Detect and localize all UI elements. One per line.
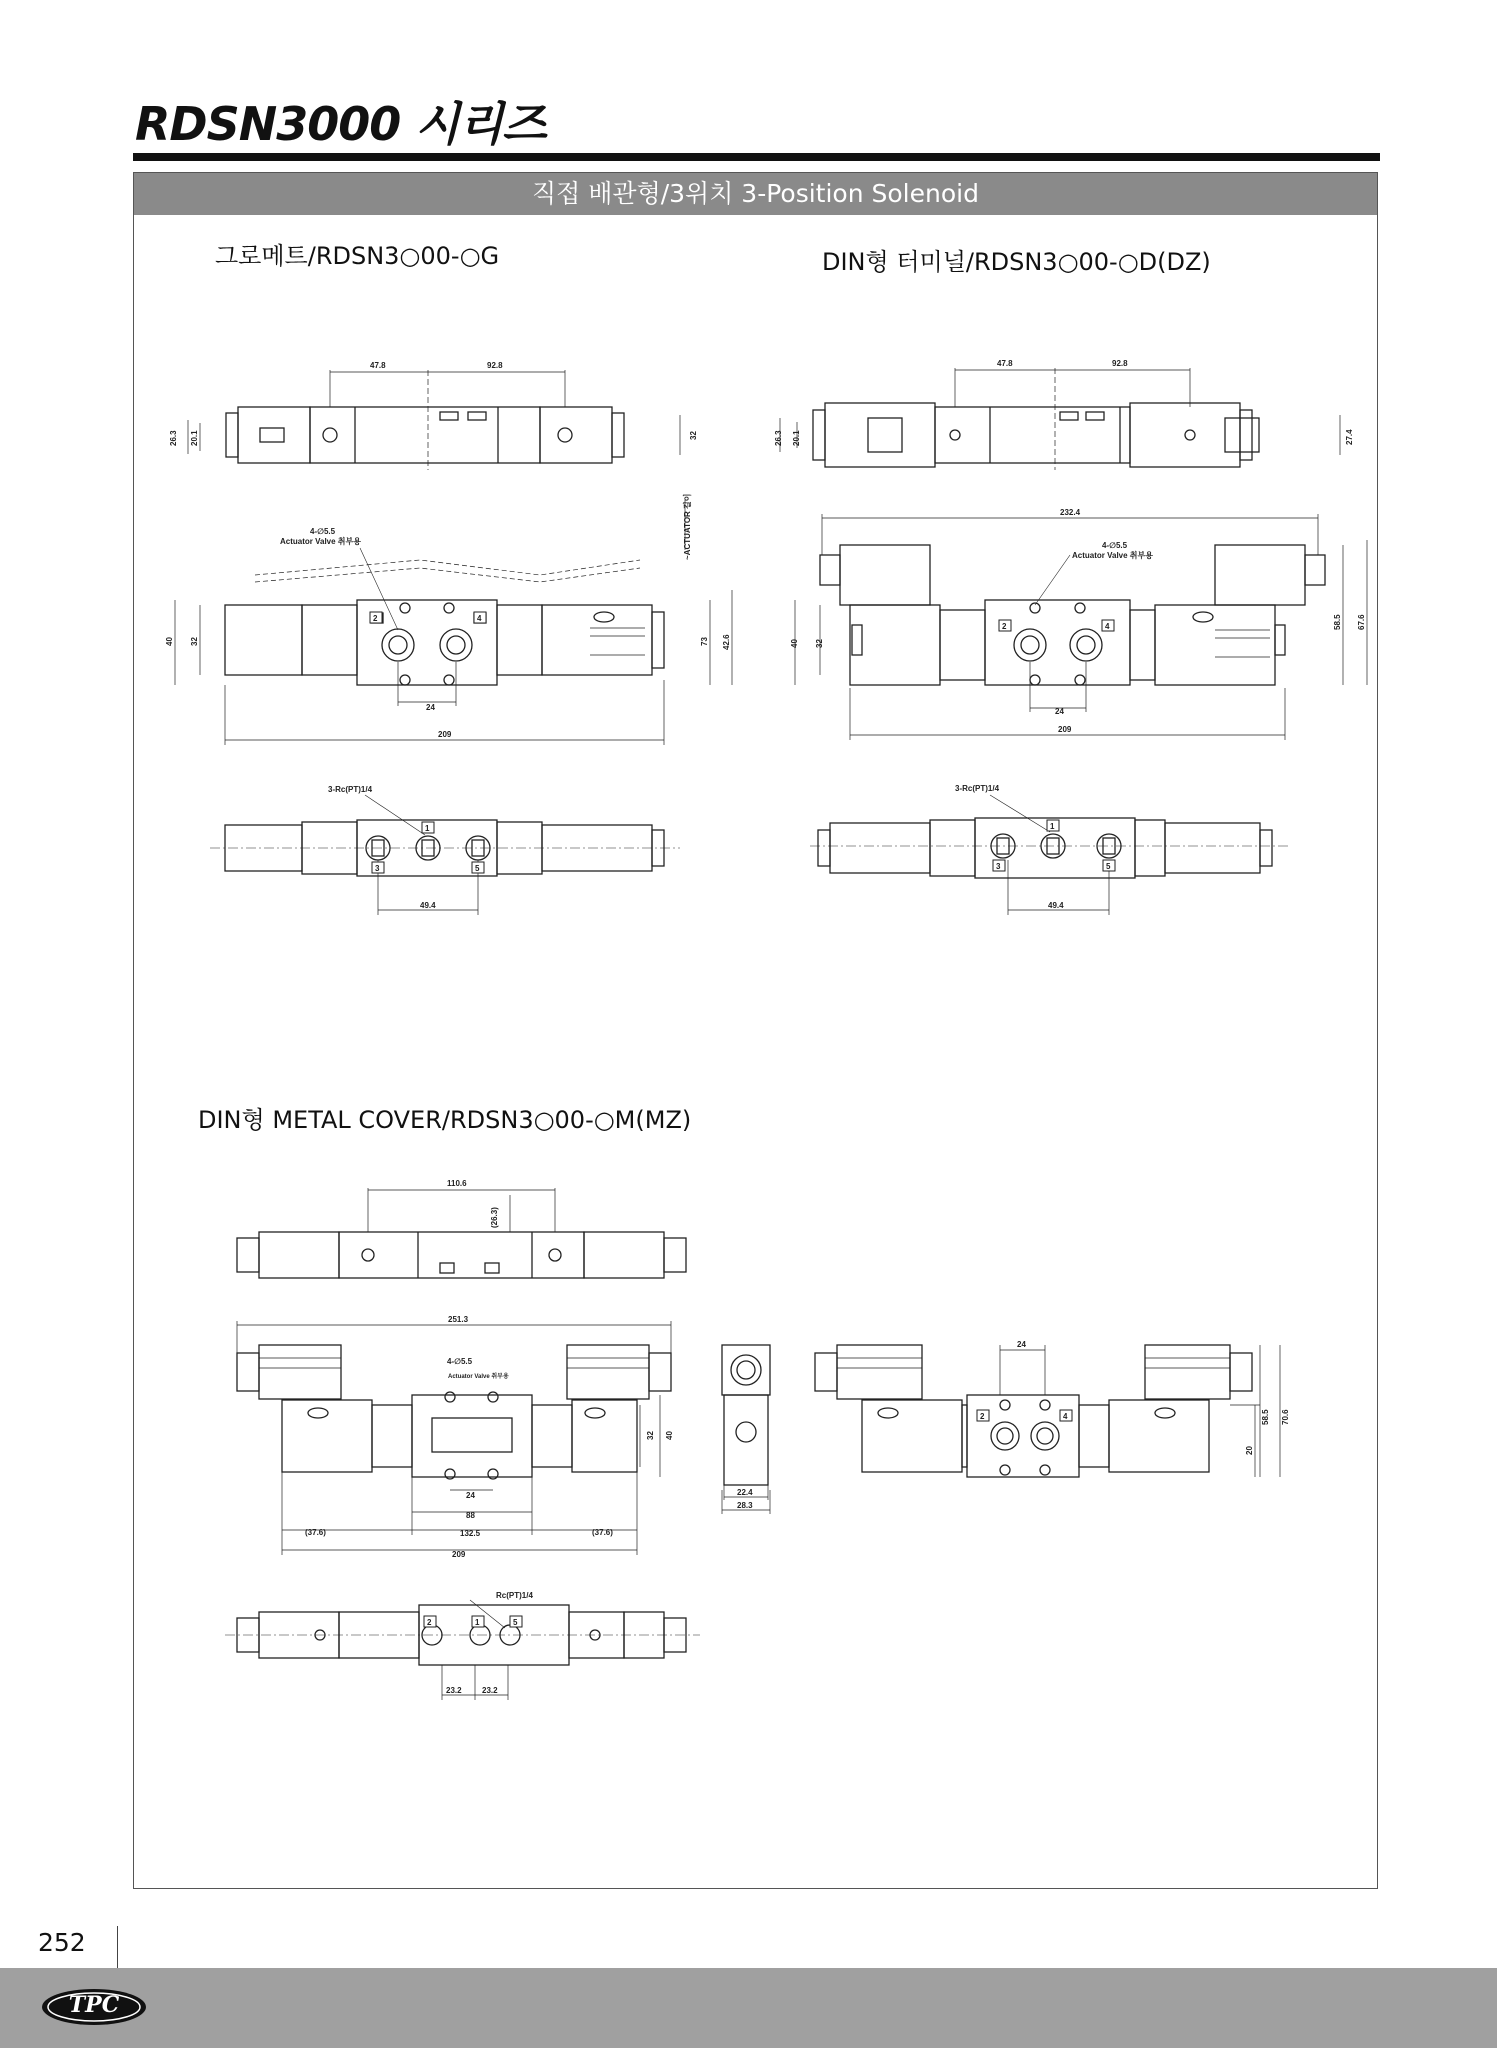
dim-m-front-side-l: (37.6) bbox=[305, 1528, 326, 1537]
note-g-bot-port: 3-Rc(PT)1/4 bbox=[328, 785, 373, 794]
dim-d-bot-w: 49.4 bbox=[1048, 901, 1064, 910]
d-port-label-5: 5 bbox=[1106, 862, 1111, 871]
port-label-5: 5 bbox=[475, 864, 480, 873]
dim-m-front-h2: 40 bbox=[665, 1431, 674, 1440]
note-d-front-1: 4-∅5.5 bbox=[1102, 541, 1128, 550]
heading-grommet: 그로메트/RDSN3○00-○G bbox=[215, 242, 500, 270]
dim-g-front-h4: 42.6 bbox=[722, 634, 731, 650]
note-m-front-2: Actuator Valve 취부용 bbox=[448, 1374, 509, 1380]
dim-m-top-b: (26.3) bbox=[490, 1207, 499, 1228]
heading-metal-cover: DIN형 METAL COVER/RDSN3○00-○M(MZ) bbox=[198, 1106, 692, 1134]
dim-m-side-w2: 28.3 bbox=[737, 1501, 753, 1510]
metal-back-view bbox=[815, 1340, 1290, 1477]
note-m-bot-port: Rc(PT)1/4 bbox=[496, 1591, 533, 1600]
dim-m-side-w1: 22.4 bbox=[737, 1488, 753, 1497]
din-front-view bbox=[790, 508, 1367, 740]
page-title: RDSN3000 시리즈 bbox=[135, 97, 546, 151]
m-bot-port-1: 1 bbox=[475, 1618, 480, 1627]
m-back-port-2: 2 bbox=[980, 1412, 985, 1421]
dim-d-front-w: 232.4 bbox=[1060, 508, 1081, 517]
dim-m-front-total: 209 bbox=[452, 1550, 466, 1559]
dim-m-back-h1: 20 bbox=[1245, 1446, 1254, 1455]
port-label-3: 3 bbox=[375, 864, 380, 873]
d-port-label-1: 1 bbox=[1050, 822, 1055, 831]
dim-m-front-mid: 132.5 bbox=[460, 1529, 481, 1538]
dim-m-bot-w2: 23.2 bbox=[482, 1686, 498, 1695]
dim-g-front-h1: 40 bbox=[165, 637, 174, 646]
d-port-label-4: 4 bbox=[1105, 622, 1110, 631]
dim-d-front-h1: 40 bbox=[790, 639, 799, 648]
note-m-front-1: 4-∅5.5 bbox=[447, 1357, 473, 1366]
dim-g-top-h1: 26.3 bbox=[169, 430, 178, 446]
m-back-port-4: 4 bbox=[1063, 1412, 1068, 1421]
page-number: 252 bbox=[38, 1928, 86, 1957]
port-label-4: 4 bbox=[477, 614, 482, 623]
section-banner: 직접 배관형/3위치 3-Position Solenoid bbox=[134, 173, 1377, 215]
dim-g-bot-w: 49.4 bbox=[420, 901, 436, 910]
note-g-front-2: Actuator Valve 취부용 bbox=[280, 537, 361, 546]
dim-m-front-port: 24 bbox=[466, 1491, 475, 1500]
note-g-front-3: ~ACTUATOR 길이 bbox=[683, 493, 692, 560]
heading-din-terminal: DIN형 터미널/RDSN3○00-○D(DZ) bbox=[822, 248, 1211, 276]
dim-g-top-h2: 20.1 bbox=[190, 430, 199, 446]
m-bot-port-2: 2 bbox=[427, 1618, 432, 1627]
dim-m-front-w2: 88 bbox=[466, 1511, 475, 1520]
dim-m-front-h1: 32 bbox=[646, 1431, 655, 1440]
dim-g-top-a: 47.8 bbox=[370, 361, 386, 370]
dim-g-top-b: 92.8 bbox=[487, 361, 503, 370]
dim-g-front-h2: 32 bbox=[190, 637, 199, 646]
note-g-front-1: 4-∅5.5 bbox=[310, 527, 336, 536]
dim-m-bot-w1: 23.2 bbox=[446, 1686, 462, 1695]
grommet-bottom-view bbox=[210, 785, 680, 915]
din-bottom-view bbox=[810, 784, 1290, 915]
note-d-bot-port: 3-Rc(PT)1/4 bbox=[955, 784, 1000, 793]
metal-side-view bbox=[722, 1345, 770, 1514]
dim-d-top-a: 47.8 bbox=[997, 359, 1013, 368]
dim-d-top-h3: 27.4 bbox=[1345, 429, 1354, 445]
dim-m-top-a: 110.6 bbox=[447, 1179, 467, 1188]
dim-g-top-h3: 32 bbox=[689, 431, 698, 440]
dim-d-front-h2: 32 bbox=[815, 639, 824, 648]
m-bot-port-5: 5 bbox=[513, 1618, 518, 1627]
dim-g-front-h3: 73 bbox=[700, 637, 709, 646]
metal-top-view bbox=[237, 1179, 686, 1278]
dim-m-front-w: 251.3 bbox=[448, 1315, 469, 1324]
grommet-top-view bbox=[169, 361, 698, 470]
dim-d-front-h4: 67.6 bbox=[1357, 614, 1366, 630]
dim-m-back-h3: 70.6 bbox=[1281, 1409, 1290, 1425]
dim-d-front-w2: 209 bbox=[1058, 725, 1072, 734]
port-label-1: 1 bbox=[425, 824, 430, 833]
dim-m-back-top: 24 bbox=[1017, 1340, 1026, 1349]
metal-front-view bbox=[237, 1315, 674, 1559]
dim-d-front-h3: 58.5 bbox=[1333, 614, 1342, 630]
dim-g-front-port: 24 bbox=[426, 703, 435, 712]
dim-d-front-port: 24 bbox=[1055, 707, 1064, 716]
logo-text: TPC bbox=[68, 1992, 120, 2018]
note-d-front-2: Actuator Valve 취부용 bbox=[1072, 551, 1153, 560]
dim-m-back-h2: 58.5 bbox=[1261, 1409, 1270, 1425]
dim-d-top-h2: 20.1 bbox=[792, 430, 801, 446]
dim-m-front-side-r: (37.6) bbox=[592, 1528, 613, 1537]
dim-d-top-h1: 26.3 bbox=[774, 430, 783, 446]
din-top-view bbox=[774, 359, 1354, 470]
port-label-2: 2 bbox=[373, 614, 378, 623]
dim-d-top-b: 92.8 bbox=[1112, 359, 1128, 368]
grommet-front-view bbox=[165, 494, 732, 746]
dim-g-front-w: 209 bbox=[438, 730, 452, 739]
metal-bottom-view bbox=[225, 1591, 700, 1700]
footer-bar bbox=[0, 1968, 1497, 2048]
d-port-label-2: 2 bbox=[1002, 622, 1007, 631]
page-number-separator bbox=[117, 1926, 118, 1970]
d-port-label-3: 3 bbox=[996, 862, 1001, 871]
